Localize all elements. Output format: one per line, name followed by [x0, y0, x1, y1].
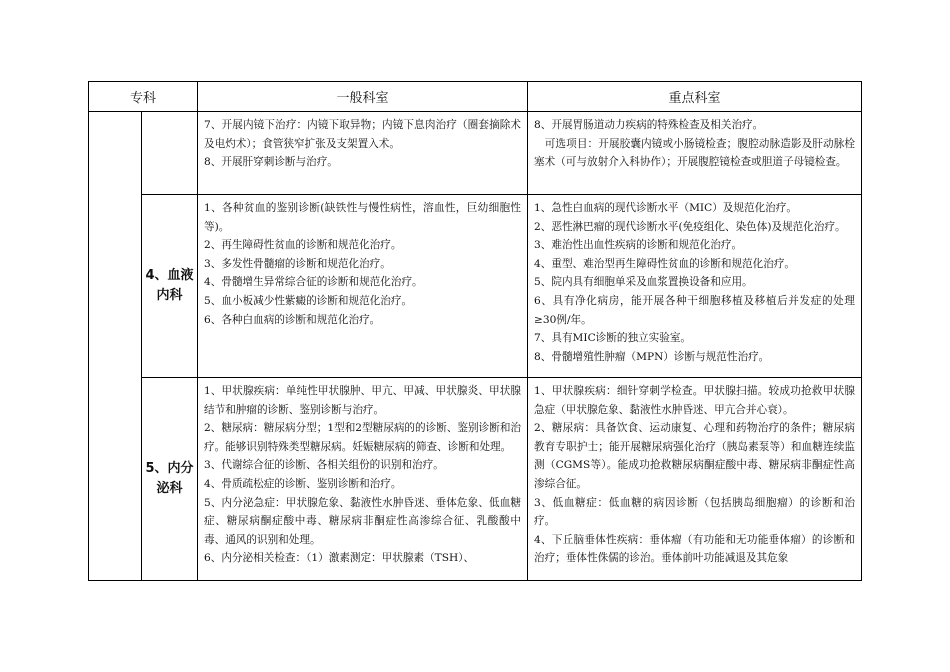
list-item: 8、开展胃肠道动力疾病的特殊检查及相关治疗。: [534, 119, 764, 131]
specialty-cell-endocrinology: 5、内分泌科: [142, 378, 198, 581]
table-row-hematology: [89, 195, 862, 378]
header-general-department: 一般科室: [198, 82, 528, 112]
general-requirements-cell: [198, 112, 528, 195]
list-item: 6、内分泌相关检查：（1）激素测定：甲状腺素（TSH）、: [204, 552, 475, 565]
list-item: 1、急性白血病的现代诊断水平（MIC）及规范化治疗。: [534, 202, 797, 214]
list-item: 5、院内具有细胞单采及血浆置换设备和应用。: [534, 276, 753, 289]
general-requirements-cell: [198, 378, 528, 581]
list-item: 2、恶性淋巴瘤的现代诊断水平(免疫组化、染色体)及规范化治疗。: [534, 220, 846, 233]
header-specialty: 专科: [89, 82, 198, 112]
list-item: 4、骨质疏松症的诊断、鉴别诊断和治疗。: [204, 477, 402, 490]
list-item: 3、低血糖症：低血糖的病因诊断（包括胰岛细胞瘤）的诊断和治疗。: [534, 496, 856, 528]
list-item: 8、开展肝穿刺诊断与治疗。: [204, 156, 338, 169]
header-key-department: 重点科室: [528, 82, 862, 112]
list-item: 1、甲状腺疾病：单纯性甲状腺肿、甲亢、甲减、甲状腺炎、甲状腺结节和肿瘤的诊断、鉴别诊断与治疗。: [204, 385, 522, 416]
list-item: 1、各种贫血的鉴别诊断(缺铁性与慢性病性，溶血性，巨幼细胞性等)。: [204, 202, 522, 233]
general-requirements-cell: [198, 195, 528, 378]
list-item: 2、糖尿病：糖尿病分型；1型和2型糖尿病的的诊断、鉴别诊断和治疗。能够识别特殊类型糖尿病。妊娠糖尿病的筛查、诊断和处理。: [204, 422, 522, 453]
table-row-gastro-continued: [89, 112, 862, 195]
specialty-cell-hematology: 4、血液内科: [142, 195, 198, 378]
table-row-endocrinology: [89, 378, 862, 581]
list-item: 可选项目：开展胶囊内镜或小肠镜检查；腹腔动脉造影及肝动脉栓塞术（可与放射介入科协作）；开展腹腔镜检查或胆道子母镜检查。: [534, 137, 856, 169]
list-item: 3、难治性出血性疾病的诊断和规范化治疗。: [534, 239, 743, 252]
list-item: 2、糖尿病：具备饮食、运动康复、心理和药物治疗的条件；糖尿病教育专职护士；能开展糖尿病强化治疗（胰岛素泵等）和血糖连续监测（CGMS等）。能成功抢救糖尿病酮症酸中毒、糖尿病非酮症性高渗综合征。: [534, 422, 856, 490]
list-item: 3、多发性骨髓瘤的诊断和规范化治疗。: [204, 257, 391, 270]
key-requirements-cell: [528, 195, 862, 378]
list-item: 8、骨髓增殖性肿瘤（MPN）诊断与规范性治疗。: [534, 350, 770, 363]
list-item: 3、代谢综合征的诊断、各相关组份的识别和治疗。: [204, 459, 444, 472]
department-requirements-table: [88, 81, 862, 581]
list-item: 1、甲状腺疾病：细针穿刺学检查。甲状腺扫描。较成功抢救甲状腺急症（甲状腺危象、黏液性水肿昏迷、甲亢合并心衰）。: [534, 385, 856, 416]
specialty-cell: [142, 112, 198, 195]
list-item: 6、各种白血病的诊断和规范化治疗。: [204, 313, 381, 326]
key-requirements-cell: [528, 112, 862, 195]
category-cell: [89, 112, 142, 581]
list-item: 7、具有MIC诊断的独立实验室。: [534, 332, 692, 345]
table-header-row: [89, 82, 862, 112]
list-item: 5、内分泌急症：甲状腺危象、黏液性水肿昏迷、垂体危象、低血糖症、糖尿病酮症酸中毒、糖尿病非酮症性高渗综合征、乳酸酸中毒、通风的识别和处理。: [204, 496, 522, 546]
list-item: 4、重型、难治型再生障碍性贫血的诊断和规范化治疗。: [534, 257, 796, 270]
list-item: 7、开展内镜下治疗：内镜下取异物；内镜下息肉治疗（圈套摘除术及电灼术）；食管狭窄扩张及支架置入术。: [204, 119, 522, 150]
list-item: 4、下丘脑垂体性疾病：垂体瘤（有功能和无功能垂体瘤）的诊断和治疗；垂体性侏儒的诊治。垂体前叶功能减退及其危象: [534, 533, 856, 565]
list-item: 2、再生障碍性贫血的诊断和规范化治疗。: [204, 239, 402, 252]
list-item: 6、具有净化病房，能开展各种干细胞移植及移植后并发症的处理≥30例/年。: [534, 294, 856, 326]
list-item: 5、血小板减少性紫癜的诊断和规范化治疗。: [204, 294, 413, 307]
key-requirements-cell: [528, 378, 862, 581]
list-item: 4、骨髓增生异常综合征的诊断和规范化治疗。: [204, 276, 423, 289]
